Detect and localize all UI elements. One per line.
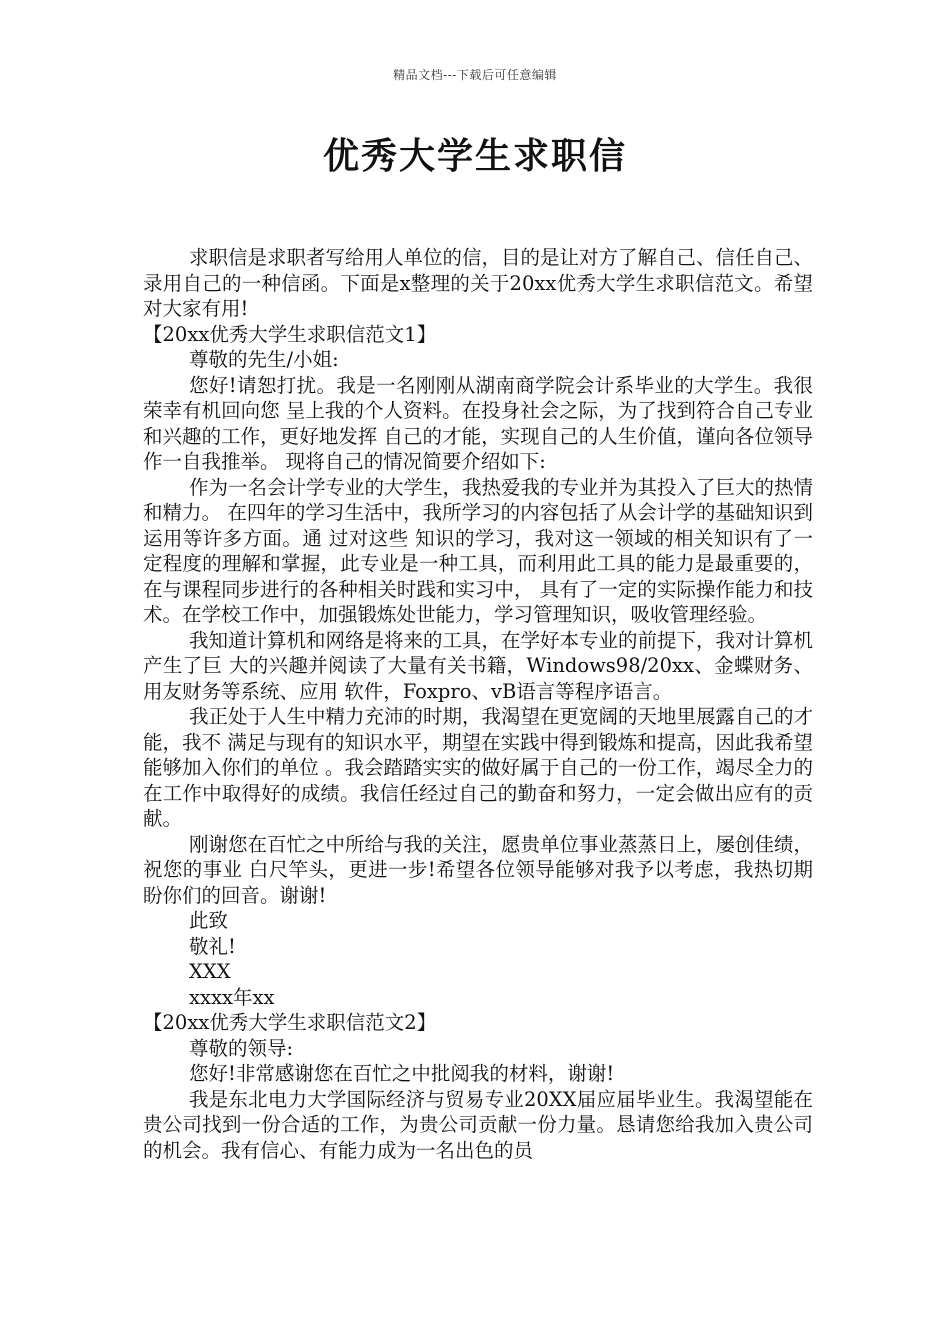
- body-paragraph: 我知道计算机和网络是将来的工具，在学好本专业的前提下，我对计算机产生了巨 大的兴趣并阅读了大量有关书籍，Windows98/20xx、金蝶财务、用友财务等系统、应用 软件，Foxpro、vB语言等程序语言。: [143, 628, 814, 703]
- header-note: 精品文档---下载后可任意编辑: [393, 68, 557, 82]
- body-paragraph: 您好!非常感谢您在百忙之中批阅我的材料，谢谢!: [189, 1062, 615, 1085]
- closing-line: 敬礼!: [189, 934, 236, 958]
- body-paragraph: 我正处于人生中精力充沛的时期，我渴望在更宽阔的天地里展露自己的才能，我不 满足与现有的知识水平，期望在实践中得到锻炼和提高，因此我希望能够加入你们的单位 。我会踏踏实实的做好属于自己的一份工作，竭尽全力的在工作中取得好的成绩。我信任经过自己的勤奋和努力，一定会做出应有的贡献。: [143, 705, 814, 830]
- document-body: [143, 245, 813, 1163]
- salutation: 尊敬的领导:: [189, 1036, 294, 1060]
- body-paragraph: 刚谢您在百忙之中所给与我的关注，愿贵单位事业蒸蒸日上，屡创佳绩，祝您的事业 白尺竿头，更进一步!希望各位领导能够对我予以考虑，我热切期盼你们的回音。谢谢!: [143, 832, 814, 907]
- document-title: 优秀大学生求职信: [322, 135, 627, 177]
- body-paragraph: 我是东北电力大学国际经济与贸易专业20XX届应届毕业生。我渴望能在贵公司找到一份合适的工作，为贵公司贡献一份力量。恳请您给我加入贵公司的机会。我有信心、有能力成为一名出色的员: [143, 1087, 813, 1162]
- sample-heading-1: 【20xx优秀大学生求职信范文1】: [143, 322, 437, 346]
- sample-heading-2: 【20xx优秀大学生求职信范文2】: [143, 1011, 437, 1034]
- body-paragraph: 您好!请恕打扰。我是一名刚刚从湖南商学院会计系毕业的大学生。我很荣幸有机回向您 呈上我的个人资料。在投身社会之际，为了找到符合自己专业和兴趣的工作，更好地发挥 自己的才能，实现自己的人生价值，谨向各位领导作一自我推举。 现将自己的情况简要介绍如下:: [143, 373, 813, 473]
- date-line: xxxx年xx: [189, 985, 275, 1009]
- closing-line: 此致: [189, 909, 229, 932]
- body-paragraph: 作为一名会计学专业的大学生，我热爱我的专业并为其投入了巨大的热情和精力。 在四年的学习生活中，我所学习的内容包括了从会计学的基础知识到运用等许多方面。通 过对这些 知识的学习，我对这一领域的相关知识有了一定程度的理解和掌握，此专业是一种工具，而利用此工具的能力是最重要的，在与课程同步进行的各种相关时践和实习中， 具有了一定的实际操作能力和技术。在学校工作中，加强锻炼处世能力，学习管理知识，吸收管理经验。: [143, 475, 814, 626]
- intro-paragraph: 求职信是求职者写给用人单位的信，目的是让对方了解自己、信任自己、录用自己的一种信函。下面是x整理的关于20xx优秀大学生求职信范文。希望对大家有用!: [143, 246, 814, 320]
- signature-line: XXX: [189, 960, 231, 983]
- salutation: 尊敬的先生/小姐:: [189, 348, 339, 371]
